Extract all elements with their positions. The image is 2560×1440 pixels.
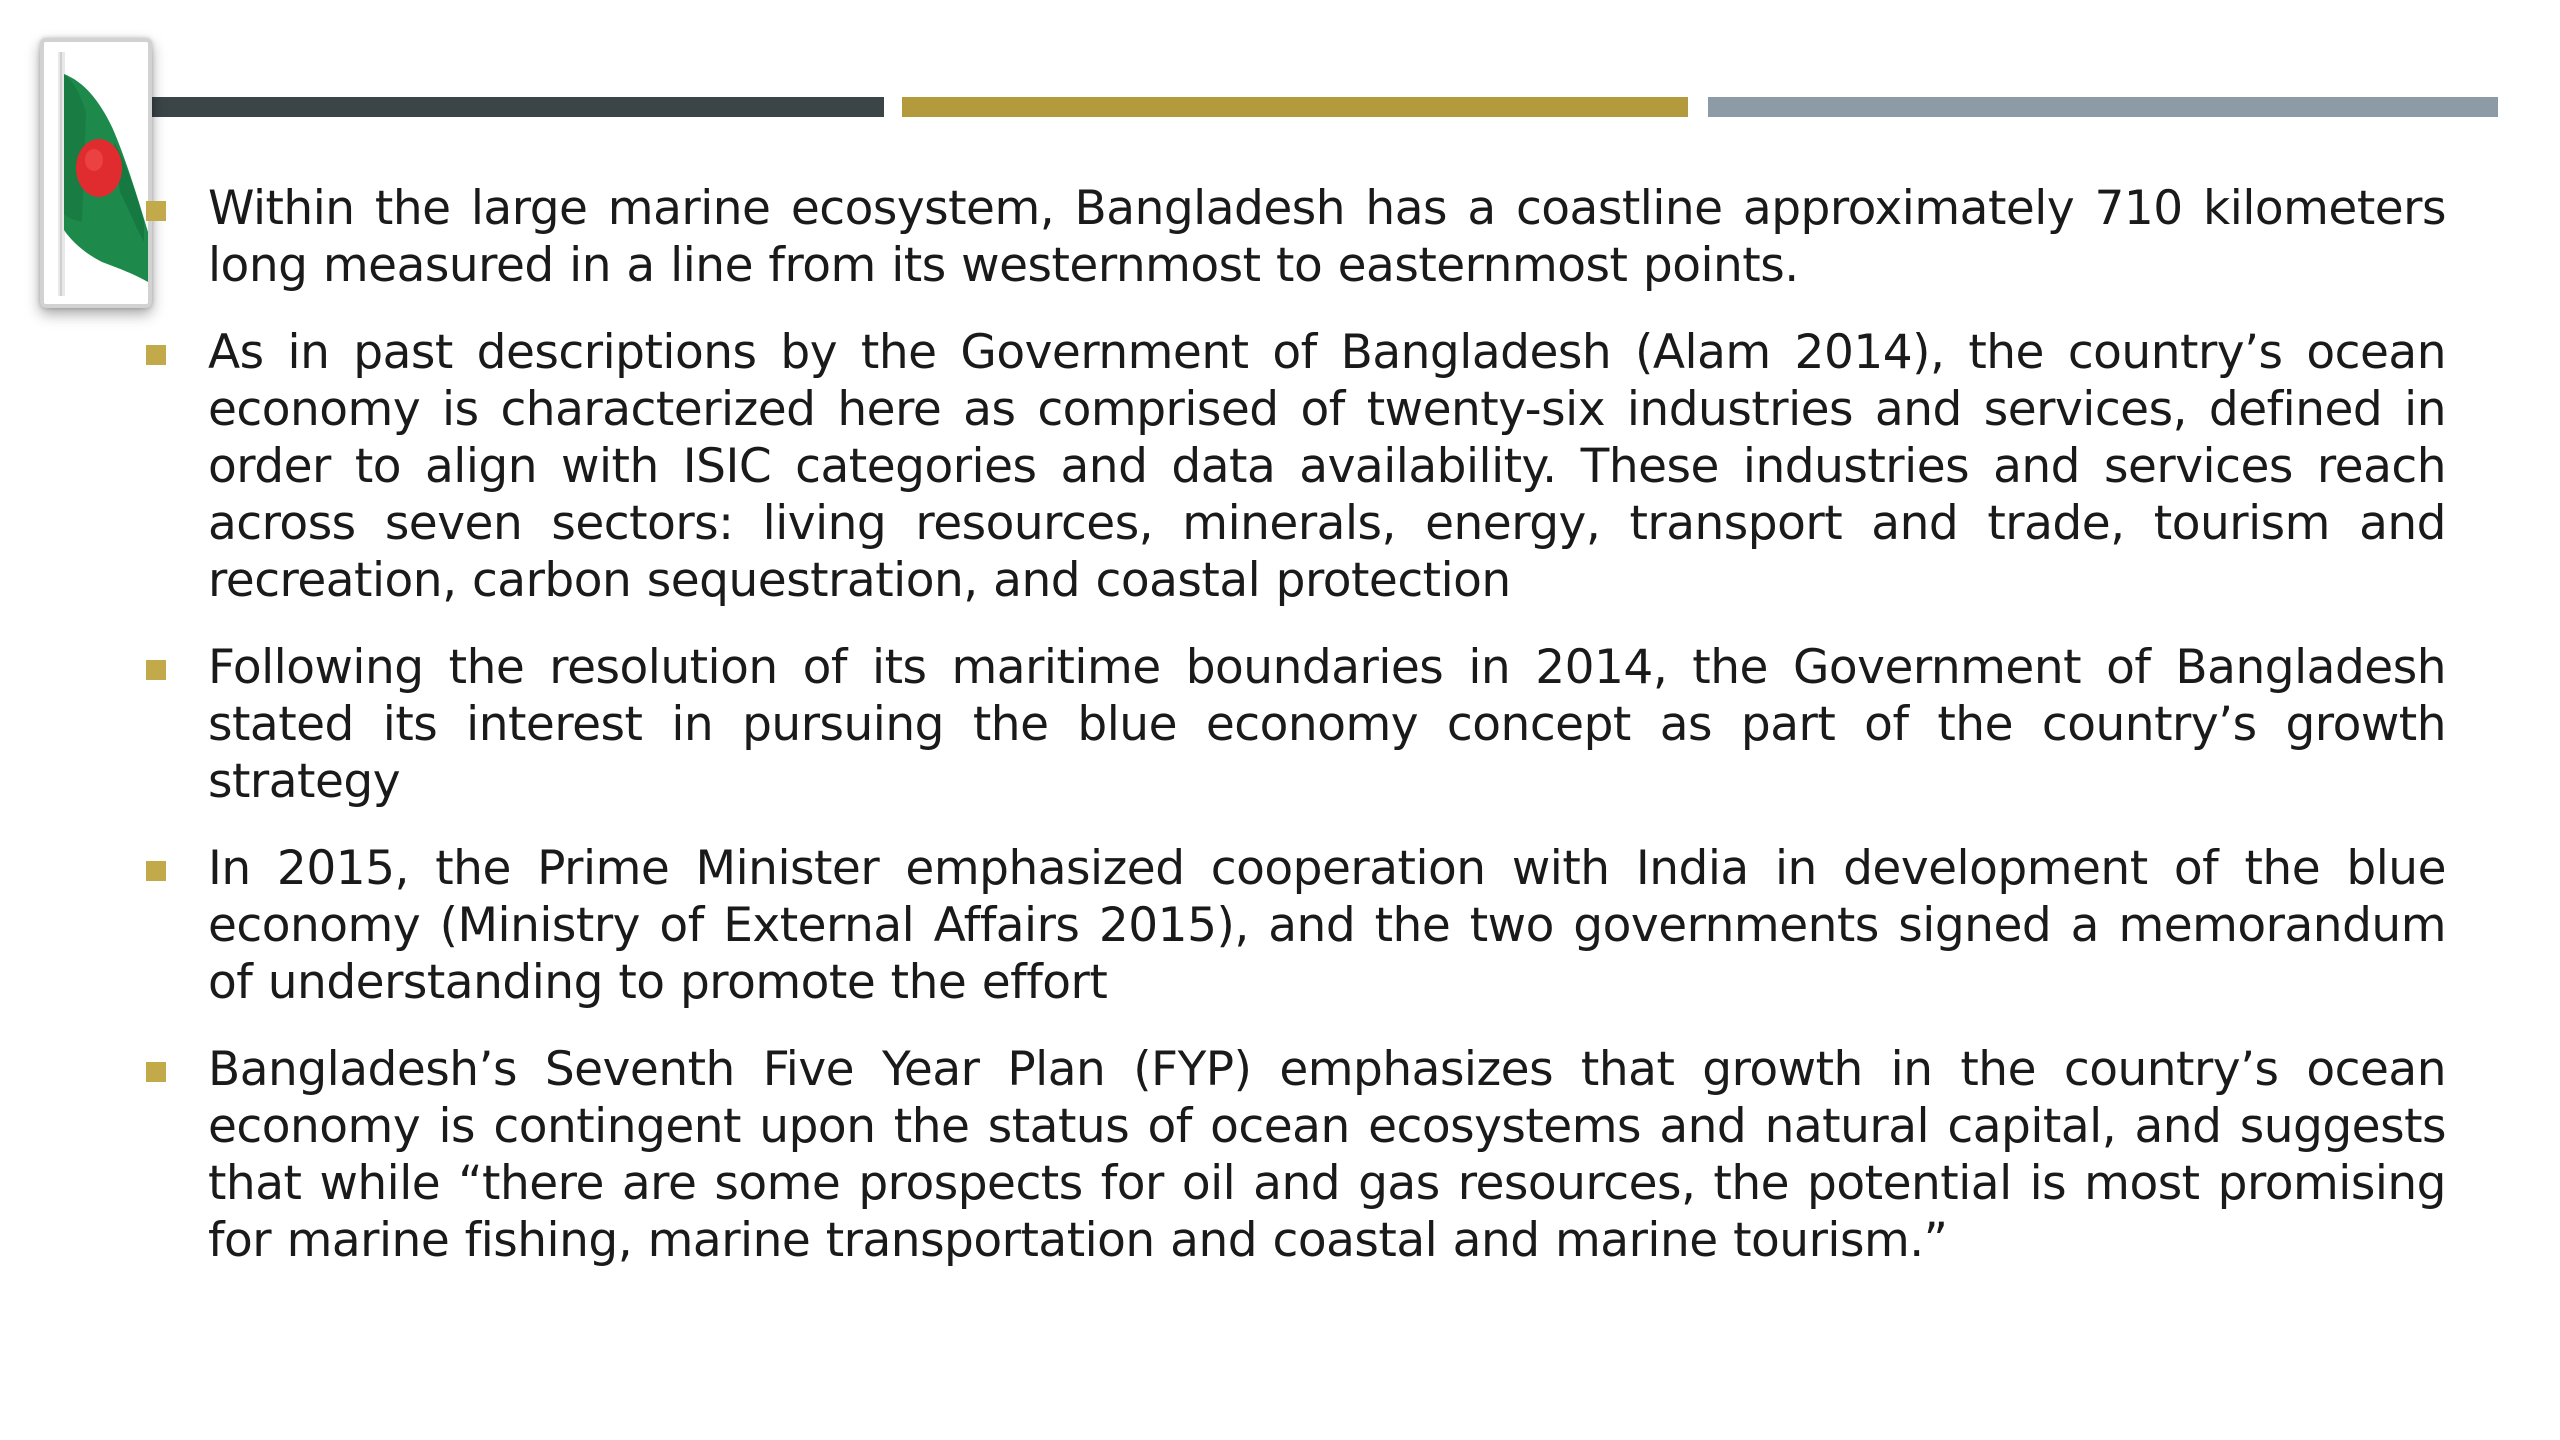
list-item: [146, 639, 2446, 810]
square-bullet-icon: [146, 345, 166, 365]
bullet-text: Bangladesh’s Seventh Five Year Plan (FYP) emphasizes that growth in the country’s ocean economy is contingent upon the status of ocean ecosystems and natural capital, and suggests that while “there are some prospects for oil and gas resources, the potential is most promising for marine fishing, marine transportation and coastal and marine tourism.”: [208, 1042, 2446, 1268]
bullet-text: Within the large marine ecosystem, Bangladesh has a coastline approximately 710 kilometers long measured in a line from its westernmost to easternmost points.: [208, 181, 2446, 293]
bullet-list: [146, 180, 2446, 1299]
bangladesh-flag-icon: [40, 38, 152, 308]
bullet-text: As in past descriptions by the Government of Bangladesh (Alam 2014), the country’s ocean economy is characterized here as comprised of twenty-six industries and services, defined in order to align with ISIC categories and data availability. These industries and services reach across seven sectors: living resources, minerals, energy, transport and trade, tourism and recreation, carbon sequestration, and coastal protection: [208, 325, 2446, 608]
square-bullet-icon: [146, 201, 166, 221]
header-bar-gold: [902, 97, 1688, 117]
square-bullet-icon: [146, 861, 166, 881]
bullet-text: Following the resolution of its maritime boundaries in 2014, the Government of Bangladesh stated its interest in pursuing the blue economy concept as part of the country’s growth strategy: [208, 640, 2446, 809]
list-item: [146, 840, 2446, 1011]
list-item: [146, 180, 2446, 294]
square-bullet-icon: [146, 660, 166, 680]
list-item: [146, 324, 2446, 609]
bullet-text: In 2015, the Prime Minister emphasized cooperation with India in development of the blue economy (Ministry of External Affairs 2015), and the two governments signed a memorandum of understanding to promote the effort: [208, 841, 2446, 1010]
list-item: [146, 1041, 2446, 1269]
square-bullet-icon: [146, 1062, 166, 1082]
header-bar-dark: [132, 97, 884, 117]
header-bar-gray: [1708, 97, 2498, 117]
